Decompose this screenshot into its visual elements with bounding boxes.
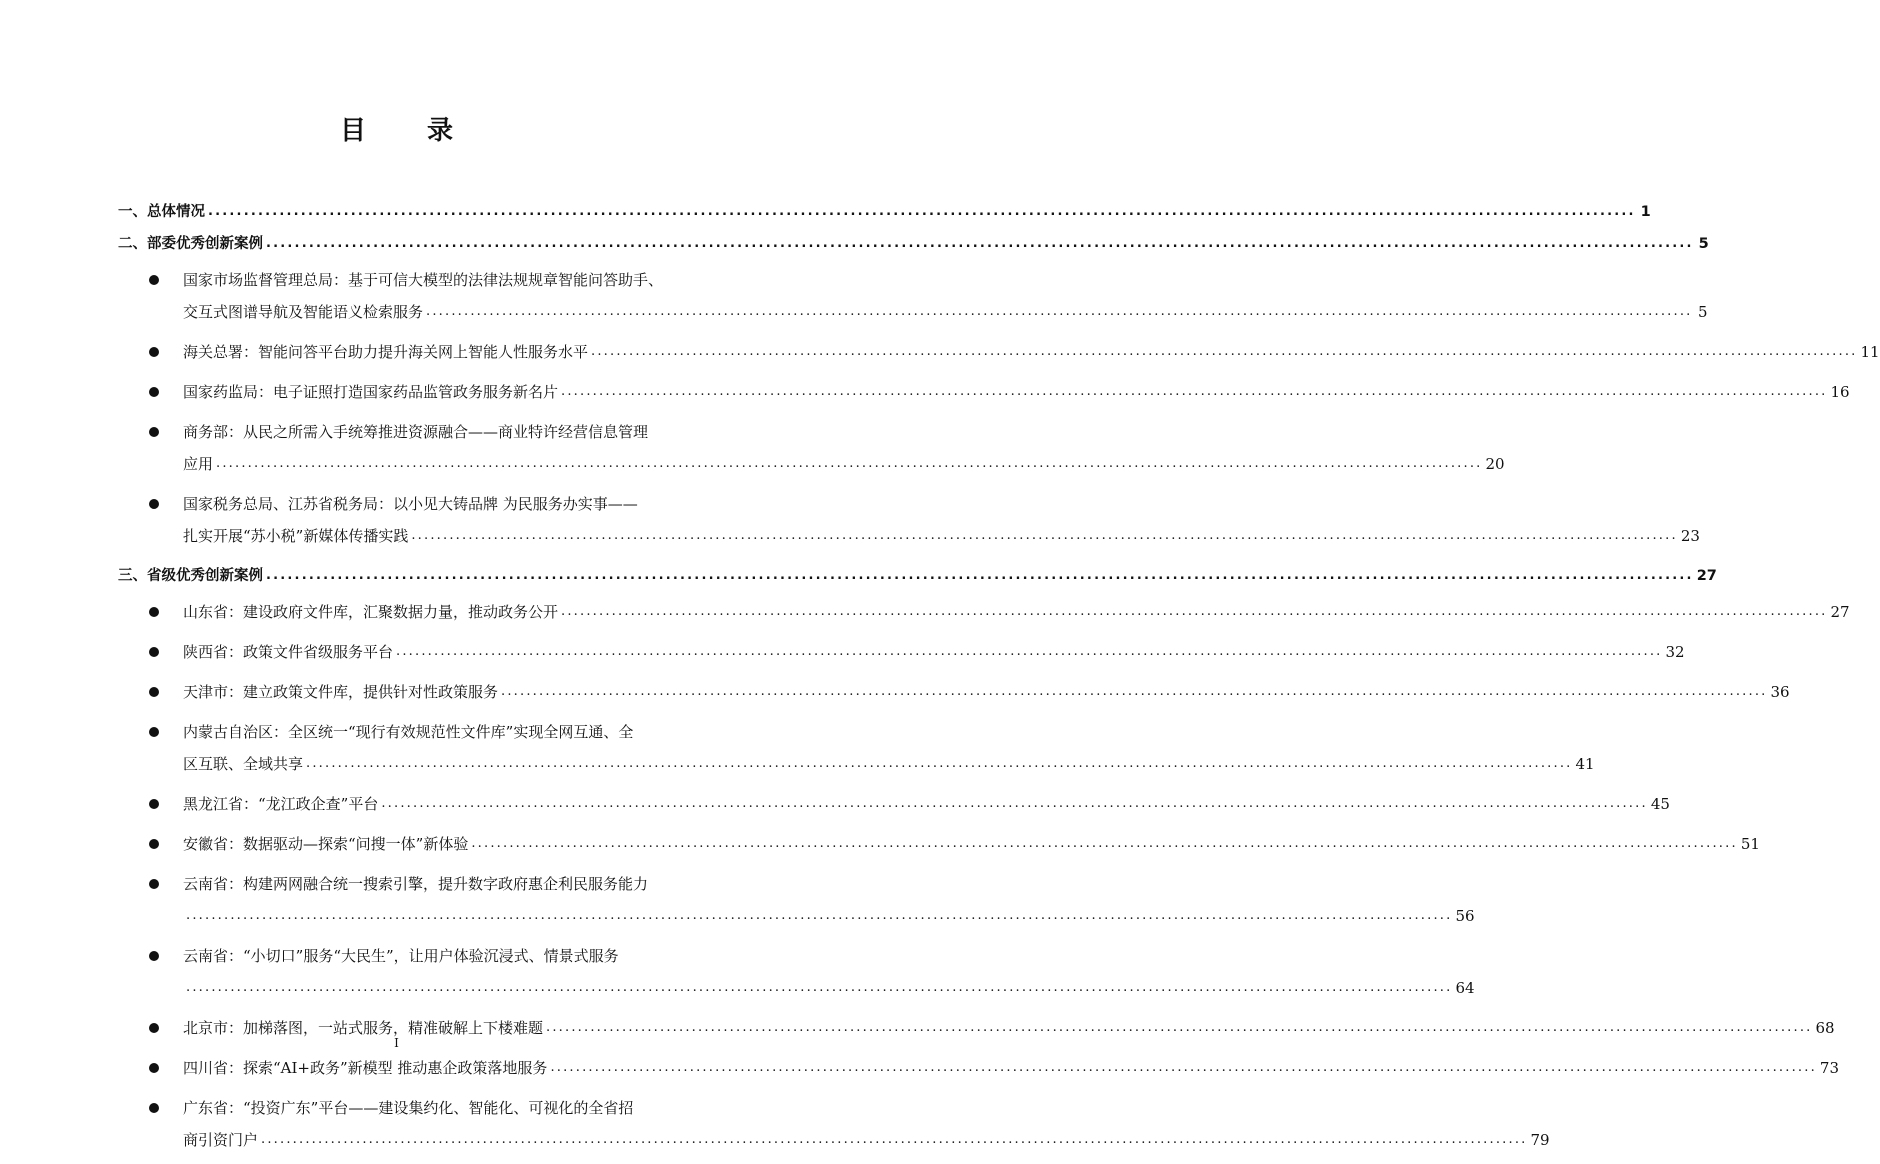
- toc-page-number: 41: [1575, 755, 1595, 773]
- toc-subentry-leader-row[interactable]: [183, 1052, 1839, 1084]
- bullet-icon: [149, 607, 159, 617]
- toc-entry-text: 黑龙江省：“龙江政企查”平台: [183, 795, 379, 813]
- toc-page-number: 1: [1640, 204, 1651, 220]
- toc-subentry-line: 国家市场监督管理总局：基于可信大模型的法律法规规章智能问答助手、: [183, 271, 664, 289]
- bullet-icon: [149, 427, 159, 437]
- toc-entry-text: 扎实开展“苏小税”新媒体传播实践: [183, 527, 409, 545]
- bullet-icon: [149, 799, 159, 809]
- toc-section-1[interactable]: [118, 196, 1651, 228]
- toc-subentry[interactable]: [183, 716, 1595, 780]
- toc-subentry[interactable]: [183, 596, 1850, 628]
- toc-page-number: 73: [1819, 1059, 1839, 1077]
- toc-subentry-leader-row[interactable]: [183, 1124, 1550, 1156]
- toc-entry-text: 商引资门户: [183, 1131, 259, 1149]
- page-title: 目 录: [339, 116, 480, 146]
- toc-entry-text: 交互式图谱导航及智能语义检索服务: [183, 303, 424, 321]
- toc-page-number: 64: [1455, 979, 1475, 997]
- toc-entry-text: 一、总体情况: [118, 204, 205, 220]
- page-number-footer: I: [394, 1036, 399, 1050]
- dot-leader: ........................................................................................................................................................................................................: [501, 684, 1768, 699]
- toc-subentry-leader-row[interactable]: [183, 296, 1708, 328]
- toc-page-number: 56: [1455, 907, 1475, 925]
- toc-subentry-line: 国家税务总局、江苏省税务局：以小见大铸品牌 为民服务办实事——: [183, 495, 638, 513]
- dot-leader: ........................................................................................................................................................................................................: [261, 1132, 1528, 1147]
- toc-subentry[interactable]: [183, 376, 1850, 408]
- bullet-icon: [149, 687, 159, 697]
- toc-page-number: 23: [1680, 527, 1700, 545]
- toc-subentry[interactable]: [183, 1052, 1839, 1084]
- bullet-icon: [149, 275, 159, 285]
- toc-subentry-line: 广东省：“投资广东”平台——建设集约化、智能化、可视化的全省招: [183, 1099, 634, 1117]
- toc-entry-text: 应用: [183, 455, 214, 473]
- dot-leader: ........................................................................................................................................................................................................: [426, 304, 1693, 319]
- toc-section-3[interactable]: [118, 560, 1717, 592]
- toc-entry-text: 区互联、全域共享: [183, 755, 304, 773]
- toc-entry-text: 山东省：建设政府文件库，汇聚数据力量，推动政务公开: [183, 603, 559, 621]
- dot-leader: ........................................................................................................................................................................................................: [216, 456, 1483, 471]
- dot-leader: ........................................................................................................................................................................................................: [381, 796, 1648, 811]
- toc-page-number: 51: [1740, 835, 1760, 853]
- bullet-icon: [149, 1103, 159, 1113]
- toc-page-number: 5: [1698, 236, 1709, 252]
- toc-entry-text: 二、部委优秀创新案例: [118, 236, 263, 252]
- dot-leader: ........................................................................................................................................................................................................: [550, 1060, 1817, 1075]
- toc-subentry[interactable]: [183, 264, 1708, 328]
- bullet-icon: [149, 387, 159, 397]
- toc-subentry-leader-row[interactable]: [183, 520, 1700, 552]
- toc-subentry-leader-row[interactable]: [183, 748, 1595, 780]
- toc-subentry-leader-row[interactable]: [183, 376, 1850, 408]
- bullet-icon: [149, 839, 159, 849]
- bullet-icon: [149, 647, 159, 657]
- toc-entry-text: 天津市：建立政策文件库，提供针对性政策服务: [183, 683, 499, 701]
- toc-subentry-leader-row[interactable]: [183, 636, 1685, 668]
- toc-section-2[interactable]: [118, 228, 1709, 260]
- toc-subentry[interactable]: [183, 868, 1475, 932]
- dot-leader: ........................................................................................................................................................................................................: [546, 1020, 1813, 1035]
- bullet-icon: [149, 499, 159, 509]
- toc-subentry-leader-row[interactable]: [183, 900, 1475, 932]
- toc-page-number: 16: [1830, 383, 1850, 401]
- toc-subentry-line: 内蒙古自治区：全区统一“现行有效规范性文件库”实现全网互通、全: [183, 723, 634, 741]
- toc-subentry-leader-row[interactable]: [183, 448, 1505, 480]
- toc-entry-text: 海关总署：智能问答平台助力提升海关网上智能人性服务水平: [183, 343, 589, 361]
- toc-subentry[interactable]: [183, 676, 1790, 708]
- toc-page-number: 27: [1696, 568, 1717, 584]
- bullet-icon: [149, 879, 159, 889]
- toc-page-number: 27: [1830, 603, 1850, 621]
- toc-subentry-line: 云南省：“小切口”服务“大民生”，让用户体验沉浸式、情景式服务: [183, 947, 619, 965]
- toc-subentry-line: 云南省：构建两网融合统一搜索引擎，提升数字政府惠企利民服务能力: [183, 875, 649, 893]
- table-of-contents: [118, 196, 1880, 1164]
- dot-leader: ........................................................................................................................................................................................................: [591, 344, 1858, 359]
- toc-subentry[interactable]: [183, 416, 1505, 480]
- dot-leader: ........................................................................................................................................................................................................: [266, 236, 1694, 251]
- dot-leader: ........................................................................................................................................................................................................: [186, 980, 1453, 995]
- toc-entry-text: 北京市：加梯落图，一站式服务，精准破解上下楼难题: [183, 1019, 544, 1037]
- toc-subentry[interactable]: [183, 1092, 1550, 1156]
- dot-leader: ........................................................................................................................................................................................................: [411, 528, 1678, 543]
- toc-subentry-leader-row[interactable]: [183, 336, 1880, 368]
- toc-subentry[interactable]: [183, 488, 1700, 552]
- dot-leader: ........................................................................................................................................................................................................: [561, 384, 1828, 399]
- toc-page-number: 45: [1650, 795, 1670, 813]
- toc-page-number: 36: [1770, 683, 1790, 701]
- toc-page-number: 32: [1665, 643, 1685, 661]
- toc-subentry-line: 商务部：从民之所需入手统筹推进资源融合——商业特许经营信息管理: [183, 423, 649, 441]
- toc-page-number: 68: [1815, 1019, 1835, 1037]
- bullet-icon: [149, 1063, 159, 1073]
- bullet-icon: [149, 1023, 159, 1033]
- toc-subentry-leader-row[interactable]: [183, 828, 1760, 860]
- dot-leader: ........................................................................................................................................................................................................: [561, 604, 1828, 619]
- toc-entry-text: 陕西省：政策文件省级服务平台: [183, 643, 394, 661]
- dot-leader: ........................................................................................................................................................................................................: [471, 836, 1738, 851]
- toc-entry-text: 国家药监局：电子证照打造国家药品监管政务服务新名片: [183, 383, 559, 401]
- dot-leader: ........................................................................................................................................................................................................: [396, 644, 1663, 659]
- toc-page-number: 79: [1530, 1131, 1550, 1149]
- toc-subentry-leader-row[interactable]: [183, 596, 1850, 628]
- bullet-icon: [149, 727, 159, 737]
- toc-subentry[interactable]: [183, 336, 1880, 368]
- toc-subentry-leader-row[interactable]: [183, 676, 1790, 708]
- toc-subentry-leader-row[interactable]: [183, 788, 1670, 820]
- dot-leader: ........................................................................................................................................................................................................: [306, 756, 1573, 771]
- toc-subentry[interactable]: [183, 636, 1685, 668]
- toc-subentry[interactable]: [183, 788, 1670, 820]
- toc-page-number: 5: [1697, 303, 1708, 321]
- toc-entry-text: 四川省：探索“AI+政务”新模型 推动惠企政策落地服务: [183, 1059, 548, 1077]
- toc-subentry[interactable]: [183, 828, 1760, 860]
- bullet-icon: [149, 951, 159, 961]
- bullet-icon: [149, 347, 159, 357]
- toc-subentry[interactable]: [183, 940, 1475, 1004]
- dot-leader: ........................................................................................................................................................................................................: [266, 568, 1694, 583]
- toc-entry-text: 安徽省：数据驱动—探索“问搜一体”新体验: [183, 835, 469, 853]
- dot-leader: ........................................................................................................................................................................................................: [186, 908, 1453, 923]
- dot-leader: ........................................................................................................................................................................................................: [208, 204, 1636, 219]
- toc-page-number: 20: [1485, 455, 1505, 473]
- toc-page-number: 11: [1860, 343, 1880, 361]
- toc-entry-text: 三、省级优秀创新案例: [118, 568, 263, 584]
- toc-subentry-leader-row[interactable]: [183, 972, 1475, 1004]
